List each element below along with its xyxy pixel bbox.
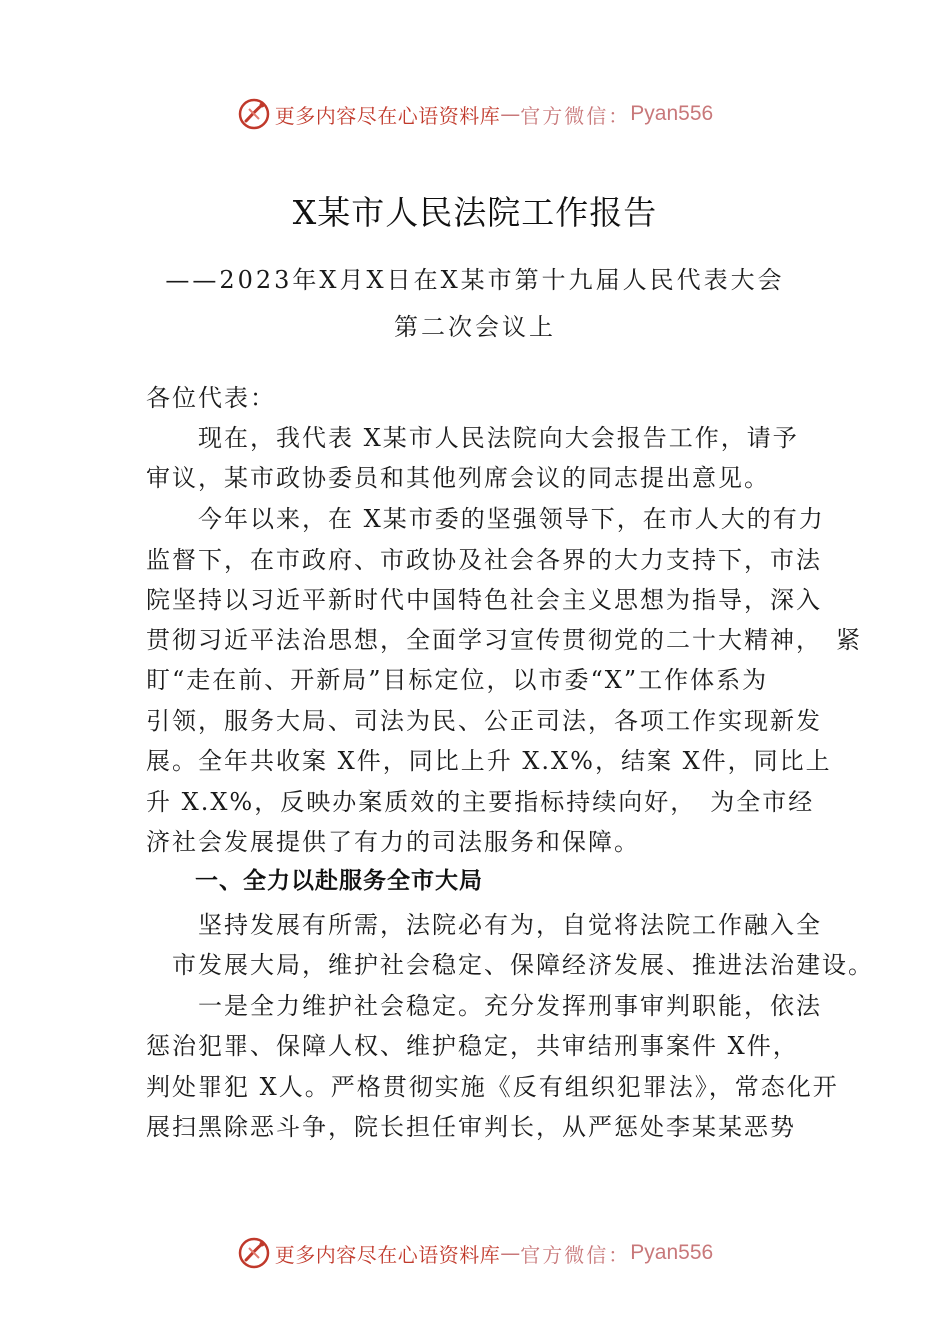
body-line: 济社会发展提供了有力的司法服务和保障。 <box>146 828 640 856</box>
watermark-wechat-id: Pyan556 <box>630 102 714 125</box>
body-line: 展扫黑除恶斗争，院长担任审判长，从严惩处李某某恶势 <box>146 1113 796 1141</box>
body-line: 贯彻习近平法治思想，全面学习宣传贯彻党的二十大精神， 紧 <box>146 626 862 654</box>
document-subtitle-line1: ——2023年X月X日在X某市第十九届人民代表大会 <box>165 266 785 294</box>
watermark-banner-bottom <box>0 1233 950 1273</box>
body-line: 监督下，在市政府、市政协及社会各界的大力支持下，市法 <box>146 546 822 574</box>
body-line: 升 X.X%，反映办案质效的主要指标持续向好， 为全市经 <box>146 788 815 816</box>
body-line: 审议，某市政协委员和其他列席会议的同志提出意见。 <box>146 464 770 492</box>
watermark-wechat-label: 官方微信： <box>520 1242 631 1267</box>
body-line: 引领，服务大局、司法为民、公正司法，各项工作实现新发 <box>146 707 822 735</box>
watermark-text: 更多内容尽在心语资料库 <box>274 103 501 128</box>
brush-seal-icon <box>237 1236 271 1270</box>
body-line: 盯“走在前、开新局”目标定位，以市委“X”工作体系为 <box>146 666 769 694</box>
salutation: 各位代表： <box>146 384 276 412</box>
body-line: 展。全年共收案 X件，同比上升 X.X%，结案 X件，同比上 <box>146 747 832 775</box>
watermark-wechat-label: 官方微信： <box>520 103 631 128</box>
watermark-wechat-id: Pyan556 <box>630 1241 714 1264</box>
body-line: 一是全力维护社会稳定。充分发挥刑事审判职能，依法 <box>146 992 822 1020</box>
section-heading-1: 一、全力以赴服务全市大局 <box>195 868 483 894</box>
watermark-separator: — <box>500 102 521 126</box>
body-line: 坚持发展有所需，法院必有为，自觉将法院工作融入全 <box>146 911 822 939</box>
brush-seal-icon <box>237 97 271 131</box>
watermark-banner-top <box>0 94 950 134</box>
body-line: 判处罪犯 X人。严格贯彻实施《反有组织犯罪法》，常态化开 <box>146 1073 839 1101</box>
body-line: 市发展大局，维护社会稳定、保障经济发展、推进法治建设。 <box>146 951 874 979</box>
document-title: X某市人民法院工作报告 <box>292 193 658 232</box>
body-line: 今年以来，在 X某市委的坚强领导下，在市人大的有力 <box>146 505 825 533</box>
body-line: 惩治犯罪、保障人权、维护稳定，共审结刑事案件 X件， <box>146 1032 799 1060</box>
watermark-separator: — <box>500 1241 521 1265</box>
body-line: 院坚持以习近平新时代中国特色社会主义思想为指导，深入 <box>146 586 822 614</box>
document-subtitle-line2: 第二次会议上 <box>394 313 556 341</box>
body-line: 现在，我代表 X某市人民法院向大会报告工作，请予 <box>146 424 799 452</box>
watermark-text: 更多内容尽在心语资料库 <box>274 1242 501 1267</box>
